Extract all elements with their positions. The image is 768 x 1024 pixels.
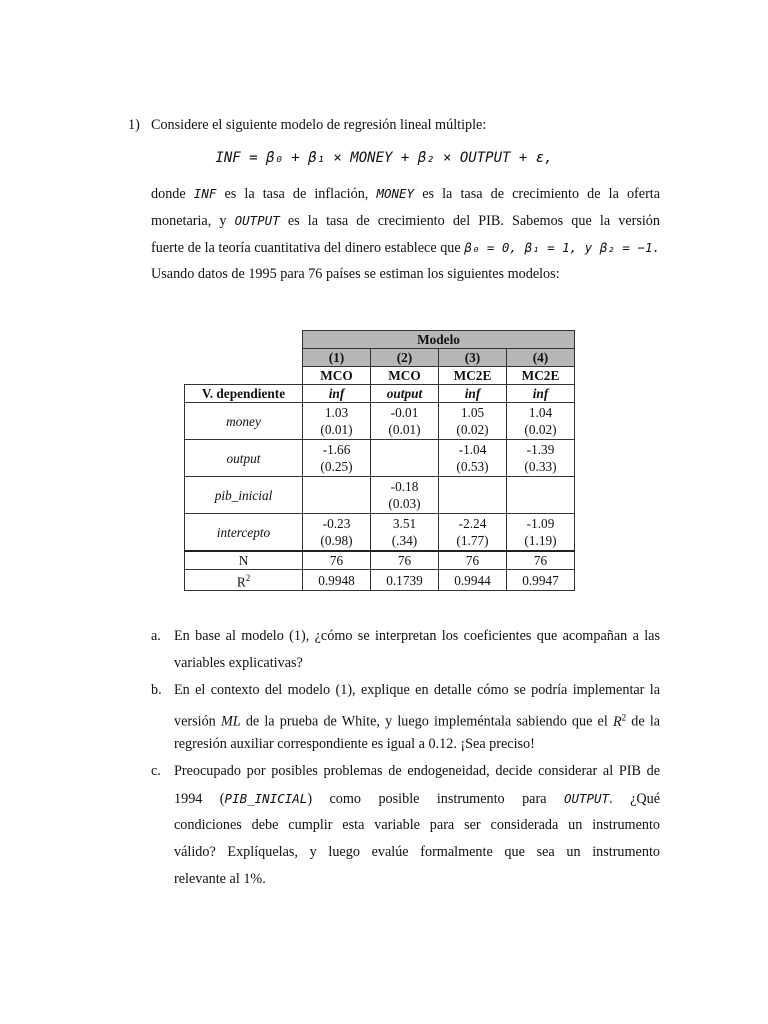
coef-cell — [439, 403, 507, 440]
coef-cell — [439, 477, 507, 514]
ml-term: ML — [220, 713, 241, 730]
text: es la tasa de crecimiento de la oferta — [422, 186, 661, 202]
var-label: pib_inicial — [185, 477, 303, 514]
se: (0.01) — [320, 422, 353, 437]
text: es la tasa de crecimiento del PIB. Sabemos que la versión — [287, 213, 660, 229]
regression-equation: INF = β₀ + β₁ × MONEY + β₂ × OUTPUT + ε, — [215, 150, 553, 166]
table-row-output — [185, 440, 575, 477]
coef-cell — [507, 514, 575, 552]
r2-value: 0.9947 — [507, 570, 575, 591]
text: 1994 ( — [174, 791, 225, 807]
item-label: a. — [151, 628, 161, 644]
coef-cell — [303, 514, 371, 552]
var-label: money — [185, 403, 303, 440]
se: (0.25) — [320, 459, 353, 474]
table-row-pib-inicial — [185, 477, 575, 514]
para-line-2 — [151, 207, 660, 234]
method-cell: MC2E — [439, 367, 507, 385]
se: (0.33) — [524, 459, 557, 474]
coef: -0.18 — [390, 479, 419, 494]
var-label: output — [185, 440, 303, 477]
coef-cell — [507, 477, 575, 514]
text: de la prueba de White, y luego impleméntala sabiendo que el — [245, 713, 608, 730]
item-line — [174, 704, 660, 731]
empty-cell — [185, 331, 303, 349]
r2-value: 0.9948 — [303, 570, 371, 591]
coef: 1.05 — [460, 405, 485, 420]
se: (1.19) — [524, 533, 557, 548]
se: (1.77) — [456, 533, 489, 548]
model-description — [151, 180, 660, 288]
method-row — [185, 367, 575, 385]
model-number: (2) — [371, 349, 439, 367]
item-line: condiciones debe cumplir esta variable para ser considerada un instrumento — [174, 817, 660, 833]
r2-superscript: 2 — [245, 573, 251, 583]
coef-cell — [303, 403, 371, 440]
coef-cell — [371, 440, 439, 477]
dependent-var-row — [185, 385, 575, 403]
sub-questions — [151, 623, 660, 893]
r2-label — [185, 570, 303, 591]
text: fuerte de la teoría cuantitativa del dinero establece que — [151, 240, 461, 256]
text: . ¿Qué — [609, 791, 661, 807]
sub-question-b — [151, 677, 660, 758]
coef-cell — [371, 477, 439, 514]
coef: -0.23 — [322, 516, 351, 531]
empty-cell — [185, 349, 303, 367]
var-output: OUTPUT — [234, 213, 280, 228]
coef-cell — [507, 403, 575, 440]
coef: -1.09 — [526, 516, 555, 531]
n-value: 76 — [439, 551, 507, 570]
se: (0.98) — [320, 533, 353, 548]
coef-cell — [507, 440, 575, 477]
coef: 1.04 — [528, 405, 553, 420]
item-label: b. — [151, 682, 162, 698]
r2-value: 0.1739 — [371, 570, 439, 591]
empty-cell — [185, 367, 303, 385]
coef: -1.39 — [526, 442, 555, 457]
regression-results-table — [184, 330, 575, 591]
text: ) como posible instrumento para — [307, 791, 547, 807]
n-value: 76 — [371, 551, 439, 570]
item-line: En base al modelo (1), ¿cómo se interpretan los coeficientes que acompañan a las — [174, 628, 660, 644]
para-line-1 — [151, 180, 660, 207]
r-letter: R — [612, 713, 622, 730]
item-line: variables explicativas? — [174, 655, 303, 671]
n-value: 76 — [303, 551, 371, 570]
coef: -1.66 — [322, 442, 351, 457]
coef-cell — [303, 440, 371, 477]
item-line: válido? Explíquelas, y luego evalúe formalmente que sea un instrumento — [174, 844, 660, 860]
para-line-4: Usando datos de 1995 para 76 países se estiman los siguientes modelos: — [151, 266, 560, 282]
model-number: (4) — [507, 349, 575, 367]
table-row-n — [185, 551, 575, 570]
se: (0.53) — [456, 459, 489, 474]
coef: 3.51 — [392, 516, 417, 531]
text: de la — [631, 713, 661, 730]
var-output: OUTPUT — [563, 791, 610, 806]
dep-label: V. dependiente — [185, 385, 303, 403]
method-cell: MC2E — [507, 367, 575, 385]
var-inf: INF — [193, 186, 217, 201]
var-money: MONEY — [376, 186, 415, 201]
coef-cell — [371, 403, 439, 440]
theory-restrictions: β₀ = 0, β₁ = 1, y β₂ = −1. — [464, 240, 661, 255]
coef-cell — [439, 514, 507, 552]
question-number: 1) — [128, 117, 140, 133]
text: es la tasa de inflación, — [224, 186, 369, 202]
text: monetaria, y — [151, 213, 227, 229]
coef-cell — [303, 477, 371, 514]
r2-letter: R — [236, 574, 246, 590]
sub-question-a — [151, 623, 660, 677]
r-squared — [613, 714, 626, 730]
para-line-3 — [151, 234, 660, 261]
model-header: Modelo — [303, 331, 575, 349]
dep-cell: inf — [439, 385, 507, 403]
coef-cell — [371, 514, 439, 552]
model-number: (1) — [303, 349, 371, 367]
table-row-intercepto — [185, 514, 575, 552]
item-line — [174, 785, 660, 812]
se: (0.01) — [388, 422, 421, 437]
item-line: regresión auxiliar correspondiente es igual a 0.12. ¡Sea preciso! — [174, 736, 535, 752]
n-label: N — [185, 551, 303, 570]
coef: -0.01 — [390, 405, 419, 420]
coef-cell — [439, 440, 507, 477]
coef: -2.24 — [458, 516, 487, 531]
table-row-r2 — [185, 570, 575, 591]
dep-cell: inf — [507, 385, 575, 403]
text: donde — [151, 186, 186, 202]
item-label: c. — [151, 763, 161, 779]
method-cell: MCO — [303, 367, 371, 385]
item-line: Preocupado por posibles problemas de endogeneidad, decide considerar al PIB de — [174, 763, 660, 779]
model-number: (3) — [439, 349, 507, 367]
se: (0.03) — [388, 496, 421, 511]
se: (0.02) — [456, 422, 489, 437]
table-header-row — [185, 331, 575, 349]
item-line: En el contexto del modelo (1), explique en detalle cómo se podría implementar la — [174, 682, 660, 698]
se: (0.02) — [524, 422, 557, 437]
dep-cell: output — [371, 385, 439, 403]
var-pib-inicial: PIB_INICIAL — [224, 791, 308, 806]
var-label: intercepto — [185, 514, 303, 552]
dep-cell: inf — [303, 385, 371, 403]
item-line: relevante al 1%. — [174, 871, 266, 887]
se: (.34) — [391, 533, 418, 548]
question-intro: Considere el siguiente modelo de regresión lineal múltiple: — [151, 117, 487, 133]
superscript: 2 — [621, 712, 627, 722]
table-row-money — [185, 403, 575, 440]
r2-value: 0.9944 — [439, 570, 507, 591]
coef: -1.04 — [458, 442, 487, 457]
method-cell: MCO — [371, 367, 439, 385]
n-value: 76 — [507, 551, 575, 570]
model-number-row — [185, 349, 575, 367]
coef: 1.03 — [324, 405, 349, 420]
text: versión — [174, 713, 216, 730]
sub-question-c — [151, 758, 660, 893]
